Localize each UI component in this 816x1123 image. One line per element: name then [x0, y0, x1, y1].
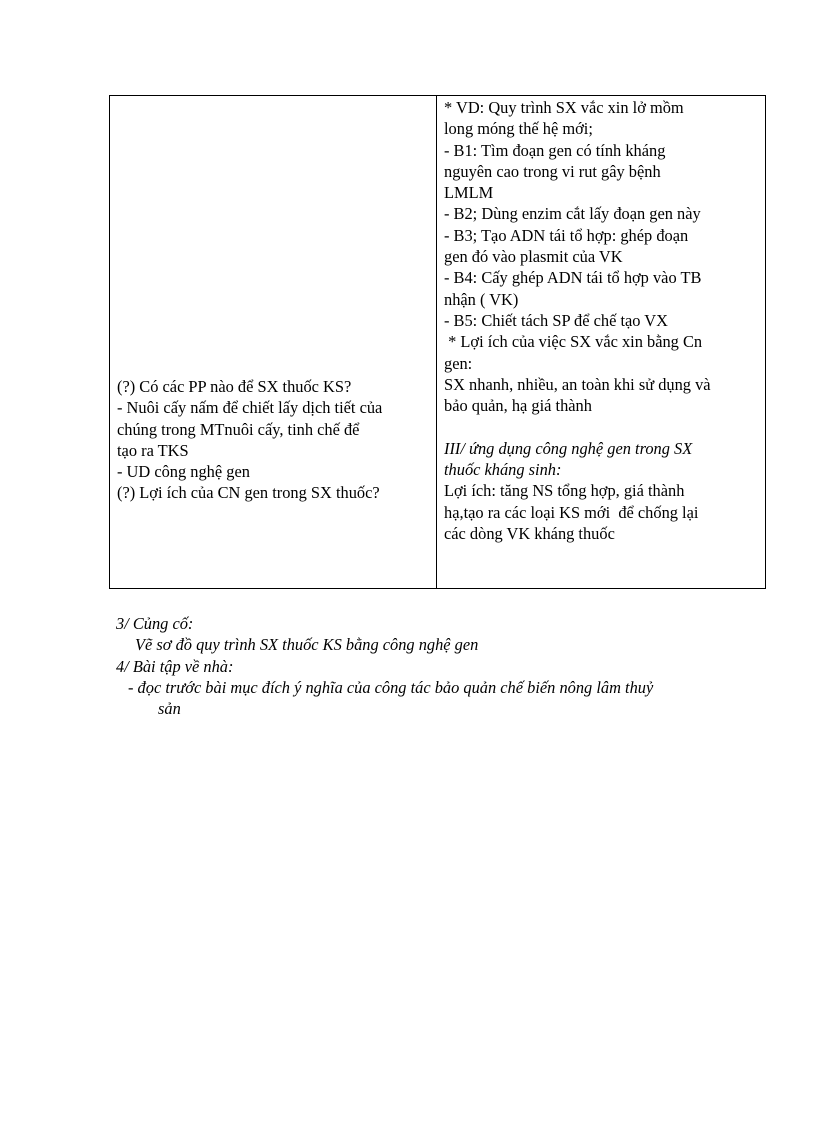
content-line: Lợi ích: tăng NS tổng hợp, giá thành — [444, 481, 685, 501]
bai-tap-line: - đọc trước bài mục đích ý nghĩa của công tác bảo quản chế biến nông lâm thuỷ — [128, 677, 654, 697]
question-line: (?) Có các PP nào để SX thuốc KS? — [117, 377, 352, 396]
content-line: bảo quản, hạ giá thành — [444, 396, 592, 416]
section-heading: III/ ứng dụng công nghệ gen trong SX — [444, 438, 693, 458]
bai-tap-line: sản — [158, 699, 181, 719]
content-line: - B1: Tìm đoạn gen có tính kháng — [444, 140, 666, 160]
bai-tap-title: 4/ Bài tập về nhà: — [116, 656, 234, 676]
content-line: long móng thế hệ mới; — [444, 119, 593, 139]
answer-line: - UD công nghệ gen — [117, 462, 250, 482]
content-line: hạ,tạo ra các loại KS mới để chống lại — [444, 502, 699, 522]
answer-line: chúng trong MTnuôi cấy, tinh chế để — [117, 419, 360, 439]
content-line: các dòng VK kháng thuốc — [444, 523, 615, 543]
question-line: (?) Lợi ích của CN gen trong SX thuốc? — [117, 483, 380, 503]
content-line: nhận ( VK) — [444, 289, 519, 309]
content-line: * Lợi ích của việc SX vắc xin bằng Cn — [444, 332, 703, 352]
content-line: * VD: Quy trình SX vắc xin lở mồm — [444, 98, 684, 117]
teacher-questions — [117, 376, 435, 504]
teacher-activity-cell — [110, 96, 437, 588]
content-line: gen: — [444, 353, 473, 373]
content-line: LMLM — [444, 183, 494, 203]
content-line: nguyên cao trong vi rut gây bệnh — [444, 161, 661, 181]
content-line: - B3; Tạo ADN tái tổ hợp: ghép đoạn — [444, 225, 689, 245]
content-text — [444, 97, 766, 544]
content-line: - B4: Cấy ghép ADN tái tổ hợp vào TB — [444, 268, 702, 288]
cung-co-title: 3/ Củng cố: — [116, 614, 194, 633]
lesson-table — [109, 95, 766, 589]
content-cell — [437, 96, 765, 588]
blank-line — [444, 416, 766, 437]
lesson-closing — [116, 613, 776, 719]
answer-line: - Nuôi cấy nấm để chiết lấy dịch tiết của — [117, 398, 383, 418]
section-heading: thuốc kháng sinh: — [444, 460, 562, 480]
content-line: - B2; Dùng enzim cắt lấy đoạn gen này — [444, 204, 701, 224]
content-line: SX nhanh, nhiều, an toàn khi sử dụng và — [444, 374, 711, 394]
content-line: gen đó vào plasmit của VK — [444, 247, 623, 267]
answer-line: tạo ra TKS — [117, 440, 189, 460]
cung-co-text: Vẽ sơ đồ quy trình SX thuốc KS bằng công nghệ gen — [135, 635, 479, 655]
content-line: - B5: Chiết tách SP để chế tạo VX — [444, 310, 668, 330]
